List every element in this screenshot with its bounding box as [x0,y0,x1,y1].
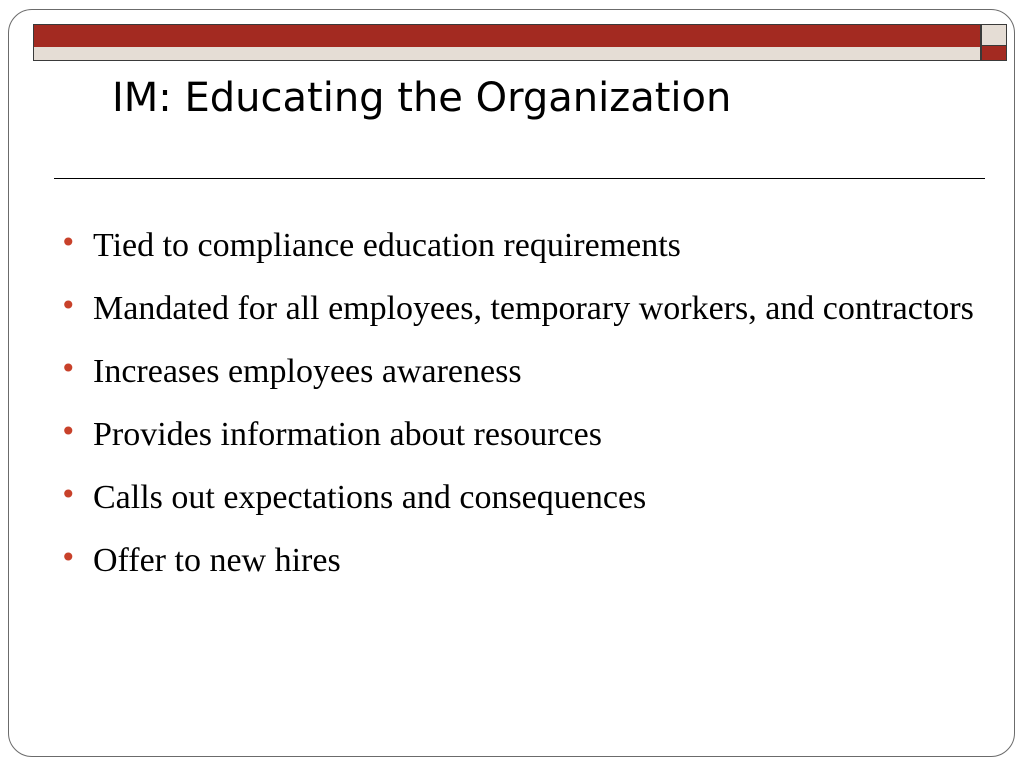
bullet-text: Mandated for all employees, temporary workers, and contractors [93,290,974,327]
corner-light-square [981,24,1007,46]
title-divider [54,178,985,179]
bullet-text: Tied to compliance education requirements [93,227,681,264]
header-band [33,24,981,61]
bullet-item [60,345,980,399]
bullet-item [60,534,980,588]
header-band-light-stripe [34,47,980,60]
bullet-item [60,219,980,273]
bullet-text: Increases employees awareness [93,353,522,390]
bullet-icon: • [60,289,77,322]
corner-red-square [981,46,1007,61]
bullet-icon: • [60,541,77,574]
bullet-icon: • [60,478,77,511]
bullet-item [60,408,980,462]
header-corner-ornament [981,24,1007,61]
slide-title: IM: Educating the Organization [112,75,732,121]
bullet-icon: • [60,352,77,385]
header-band-red-stripe [34,25,980,47]
bullet-icon: • [60,226,77,259]
bullet-text: Calls out expectations and consequences [93,479,647,516]
bullet-item [60,471,980,525]
bullet-text: Provides information about resources [93,416,602,453]
bullet-text: Offer to new hires [93,542,341,579]
bullet-item [60,282,980,336]
bullet-icon: • [60,415,77,448]
bullet-list [60,219,980,597]
